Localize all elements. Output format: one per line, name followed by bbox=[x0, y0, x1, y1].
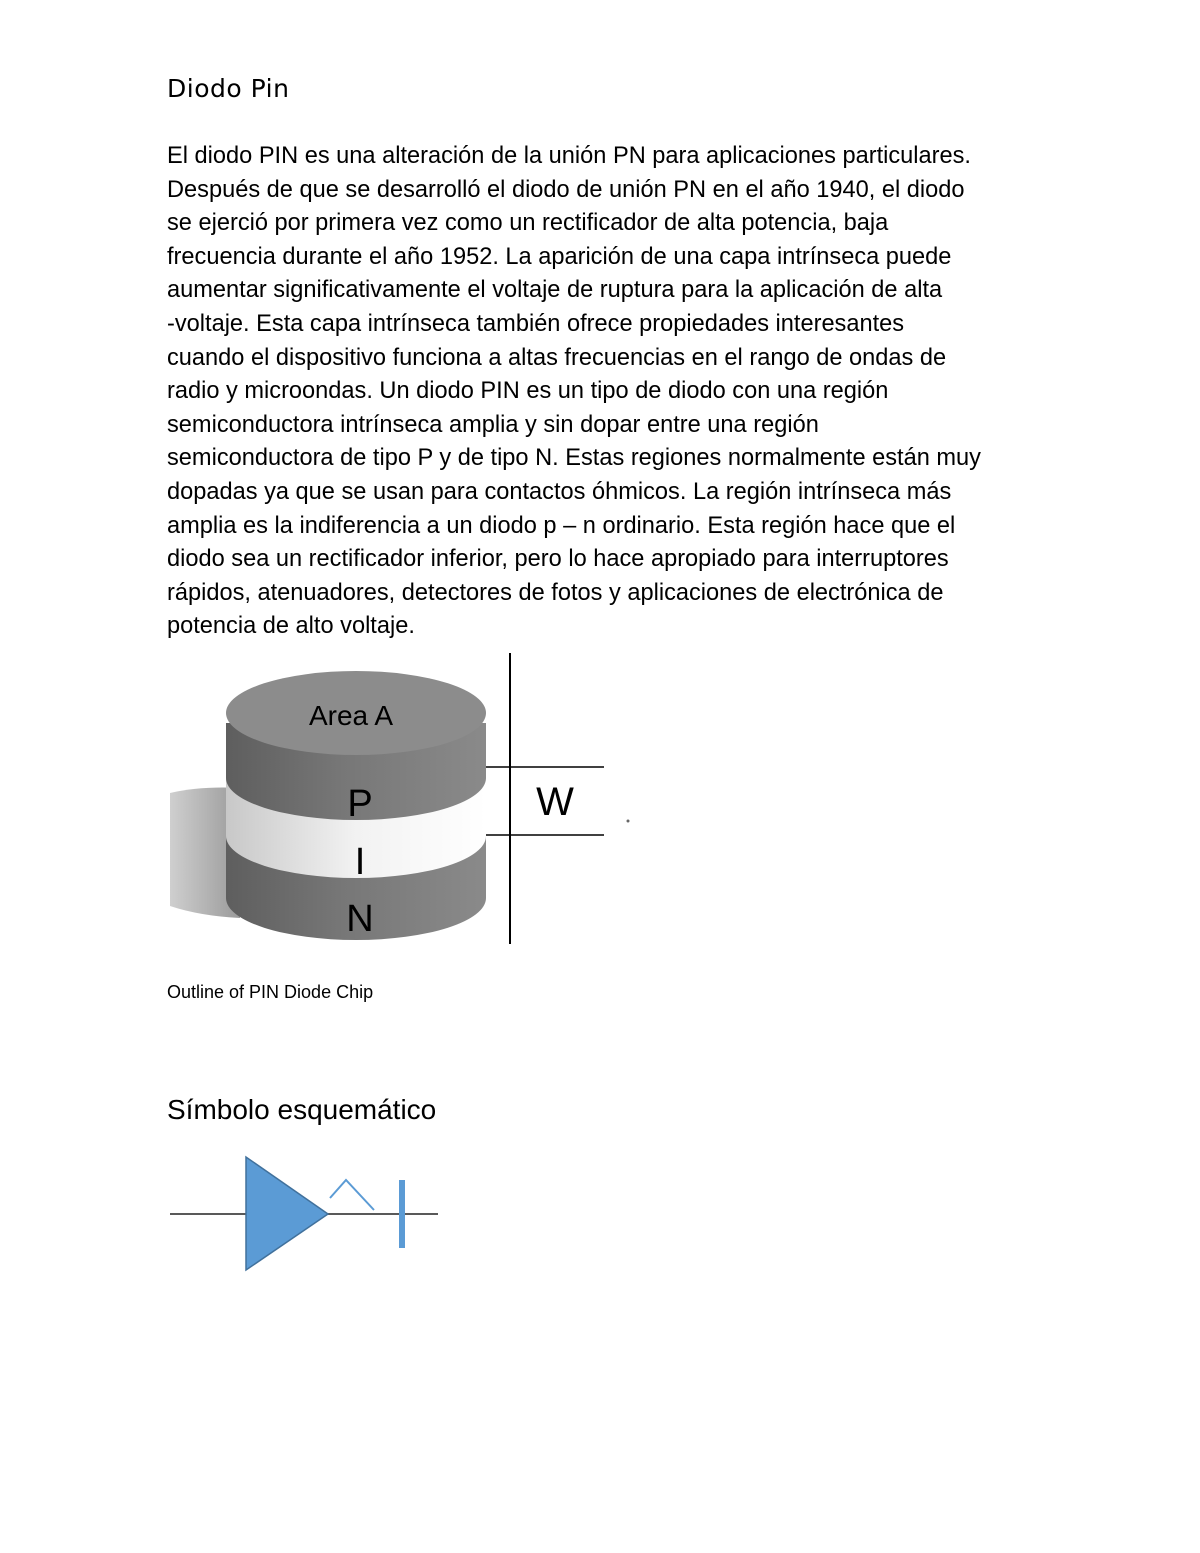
stray-dot bbox=[627, 820, 630, 823]
paragraph-line: radio y microondas. Un diodo PIN es un tipo de diodo con una región bbox=[167, 378, 889, 405]
paragraph-line: amplia es la indiferencia a un diodo p – n ordinario. Esta región hace que el bbox=[167, 512, 956, 539]
pin-diode-chip-figure bbox=[160, 648, 640, 948]
paragraph-line: El diodo PIN es una alteración de la unión PN para aplicaciones particulares. bbox=[167, 143, 971, 169]
document-title: Diodo Pin bbox=[167, 74, 290, 103]
paragraph-line: aumentar significativamente el voltaje de ruptura para la aplicación de alta bbox=[167, 277, 943, 304]
body-paragraph bbox=[167, 140, 1047, 644]
area-label: Area A bbox=[308, 700, 394, 731]
section-title: Símbolo esquemático bbox=[167, 1094, 437, 1125]
paragraph-line: rápidos, atenuadores, detectores de fotos y aplicaciones de electrónica de bbox=[167, 579, 944, 606]
paragraph-line: potencia de alto voltaje. bbox=[167, 613, 415, 640]
figure-caption: Outline of PIN Diode Chip bbox=[167, 982, 374, 1002]
paragraph-line: frecuencia durante el año 1952. La aparición de una capa intrínseca puede bbox=[167, 243, 952, 270]
paragraph-line: semiconductora intrínseca amplia y sin dopar entre una región bbox=[167, 411, 819, 438]
paragraph-line: diodo sea un rectificador inferior, pero lo hace apropiado para interruptores bbox=[167, 546, 949, 573]
paragraph-line: dopadas ya que se usan para contactos óhmicos. La región intrínseca más bbox=[167, 478, 952, 505]
paragraph-line: -voltaje. Esta capa intrínseca también ofrece propiedades interesantes bbox=[167, 310, 905, 337]
n-label: N bbox=[346, 898, 374, 940]
paragraph-line: cuando el dispositivo funciona a altas frecuencias en el rango de ondas de bbox=[167, 344, 947, 371]
pin-diode-symbol bbox=[160, 1150, 460, 1280]
paragraph-line: se ejerció por primera vez como un rectificador de alta potencia, baja bbox=[167, 210, 889, 237]
paragraph-line: semiconductora de tipo P y de tipo N. Estas regiones normalmente están muy bbox=[167, 445, 981, 472]
symbol-triangle bbox=[246, 1157, 328, 1270]
p-label: P bbox=[347, 783, 373, 825]
i-label: I bbox=[354, 841, 366, 883]
paragraph-line: Después de que se desarrolló el diodo de unión PN en el año 1940, el diodo bbox=[167, 176, 965, 203]
width-label: W bbox=[536, 780, 574, 824]
symbol-intrinsic-hook bbox=[330, 1180, 374, 1210]
